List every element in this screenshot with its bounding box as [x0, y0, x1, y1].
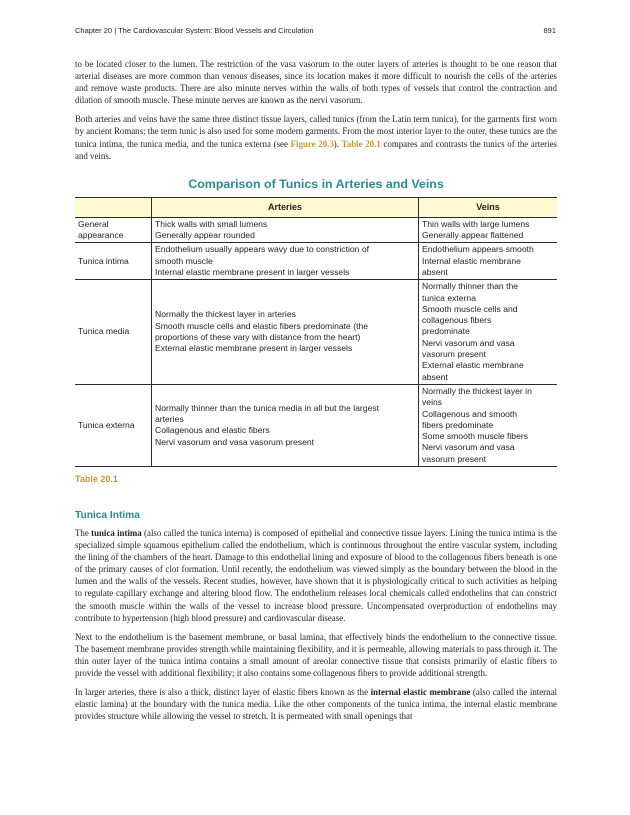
- cell-line: Normally the thickest layer in: [422, 385, 532, 396]
- veins-cell: [419, 384, 558, 466]
- cell-line: predominate: [422, 326, 470, 337]
- paragraph-vasa-vasorum: to be located closer to the lumen. The restriction of the vasa vasorum to the outer layers of arteries is thought to be one reason that arterial diseases are more common than venous diseases, since its location makes it more difficult to nourish the cells of the arteries and remove waste products. There are also minute nerves within the walls of both types of vessels that control the contraction and dilation of smooth muscle. These minute nerves are known as the nervi vasorum.: [75, 59, 557, 106]
- table-header-row: [75, 197, 557, 217]
- paragraph-text: Both arteries and veins have the same three distinct tissue layers, called tunics (from the Latin term tunica), for the garments first worn by ancient Romans; the term tunic is also used for some modern garments. From the most interior layer to the outer, these tunics are the tunica intima, the tunica media, and the tunica externa (see: [75, 114, 557, 149]
- paragraph-text: compares and contrasts the tunics of the arteries and veins.: [75, 138, 557, 161]
- row-label-cell: [75, 217, 152, 243]
- cell-line: Smooth muscle cells and: [422, 303, 518, 314]
- cell-line: Nervi vasorum and vasa: [422, 337, 515, 348]
- paragraph-text: (also called the internal elastic lamina) at the boundary with the tunica media. Like the other components of the tunica intima, the internal elastic membrane provides structure while allowing the vessel to stretch. It is permeated with small openings that: [75, 687, 557, 722]
- page-number: 891: [543, 26, 556, 35]
- cell-line: Tunica media: [78, 326, 130, 337]
- cell-line: Internal elastic membrane present in larger vessels: [155, 266, 350, 277]
- cell-line: General: [78, 218, 109, 229]
- figure-20-3-link[interactable]: Figure 20.3: [290, 138, 334, 149]
- cell-line: collagenous fibers: [422, 315, 492, 326]
- cell-line: Collagenous and smooth: [422, 408, 518, 419]
- row-label-cell: [75, 280, 152, 385]
- cell-line: fibers predominate: [422, 419, 494, 430]
- cell-line: Nervi vasorum and vasa: [422, 442, 515, 453]
- cell-line: proportions of these vary with distance from the heart): [155, 332, 361, 343]
- cell-line: External elastic membrane: [422, 360, 524, 371]
- table-20-1-link[interactable]: Table 20.1: [341, 138, 381, 149]
- paragraph-text: The: [75, 527, 92, 538]
- veins-cell: [419, 280, 558, 385]
- row-label-cell: [75, 243, 152, 280]
- table-row: [75, 384, 557, 466]
- header-cell-veins: Veins: [419, 197, 558, 217]
- cell-line: Some smooth muscle fibers: [422, 431, 529, 442]
- table-row: [75, 217, 557, 243]
- cell-line: vasorum present: [422, 453, 487, 464]
- tunics-comparison-table: [75, 197, 557, 467]
- paragraph-tunica-intima: [75, 527, 557, 624]
- cell-line: Nervi vasorum and vasa vasorum present: [155, 436, 315, 447]
- paragraph-text: In larger arteries, there is also a thick, distinct layer of elastic fibers known as the: [75, 687, 371, 698]
- cell-line: Normally thinner than the: [422, 281, 519, 292]
- section-heading: Tunica Intima: [75, 509, 140, 521]
- cell-line: Endothelium usually appears wavy due to constriction of: [155, 244, 370, 255]
- cell-line: vasorum present: [422, 349, 487, 360]
- cell-line: External elastic membrane present in larger vessels: [155, 343, 353, 354]
- header-cell-label: [75, 197, 152, 217]
- paragraph-text: ).: [333, 138, 342, 149]
- page-header: [75, 26, 556, 35]
- cell-line: Generally appear flattened: [422, 230, 524, 241]
- key-term: internal elastic membrane: [370, 687, 471, 698]
- veins-cell: [419, 217, 558, 243]
- cell-line: smooth muscle: [155, 255, 213, 266]
- cell-line: tunica externa: [422, 292, 476, 303]
- cell-line: Tunica externa: [78, 419, 135, 430]
- cell-line: Endothelium appears smooth: [422, 244, 534, 255]
- row-label-cell: [75, 384, 152, 466]
- cell-line: Thin walls with large lumens: [422, 218, 530, 229]
- cell-line: absent: [422, 266, 448, 277]
- header-cell-arteries: Arteries: [152, 197, 419, 217]
- paragraph-text: (also called the tunica interna) is composed of epithelial and connective tissue layers. Lining the tunica intima is the specialized simple squamous epithelium called the endothelium, which is continuous throughout the entire vascular system, including the lining of the chambers of the heart. Damage to this endothelial lining and exposure of blood to the collagenous fibers beneath is one of the primary causes of clot formation. Until recently, the endothelium was viewed simply as the boundary between the blood in the lumen and the walls of the vessels. Recent studies, however, have shown that it is physiologically critical to such activities as helping to regulate capillary exchange and altering blood flow. The endothelium releases local chemicals called endothelins that can constrict the smooth muscle within the walls of the vessel to increase blood pressure. Uncompensated overproduction of endothelins may contribute to hypertension (high blood pressure) and cardiovascular disease.: [75, 527, 557, 623]
- cell-line: veins: [422, 397, 443, 408]
- chapter-title: Chapter 20 | The Cardiovascular System: Blood Vessels and Circulation: [75, 26, 314, 35]
- arteries-cell: [152, 217, 419, 243]
- table-row: [75, 243, 557, 280]
- cell-line: Thick walls with small lumens: [155, 218, 268, 229]
- paragraph-internal-elastic-membrane: [75, 686, 557, 722]
- paragraph-tunics-intro: [75, 113, 557, 161]
- table-caption: Table 20.1: [75, 473, 118, 484]
- cell-line: Tunica intima: [78, 255, 129, 266]
- cell-line: Internal elastic membrane: [422, 255, 521, 266]
- cell-line: Normally thinner than the tunica media in all but the largest: [155, 402, 380, 413]
- cell-line: absent: [422, 371, 448, 382]
- table-title: Comparison of Tunics in Arteries and Veins: [188, 176, 444, 191]
- arteries-cell: [152, 243, 419, 280]
- cell-line: arteries: [155, 414, 184, 425]
- arteries-cell: [152, 384, 419, 466]
- paragraph-basement-membrane: Next to the endothelium is the basement membrane, or basal lamina, that effectively binds the endothelium to the connective tissue. The basement membrane provides strength while maintaining flexibility, and it is permeable, allowing materials to pass through it. The thin outer layer of the tunica intima contains a small amount of areolar connective tissue that consists primarily of elastic fibers to provide the vessel with additional flexibility; it also contains some collagenous fibers to provide additional strength.: [75, 631, 557, 679]
- cell-line: Smooth muscle cells and elastic fibers predominate (the: [155, 320, 369, 331]
- key-term: tunica intima: [91, 527, 142, 538]
- cell-line: Normally the thickest layer in arteries: [155, 309, 296, 320]
- cell-line: Generally appear rounded: [155, 230, 255, 241]
- cell-line: Collagenous and elastic fibers: [155, 425, 270, 436]
- table-row: [75, 280, 557, 385]
- arteries-cell: [152, 280, 419, 385]
- page-content: [75, 58, 557, 729]
- cell-line: appearance: [78, 230, 124, 241]
- veins-cell: [419, 243, 558, 280]
